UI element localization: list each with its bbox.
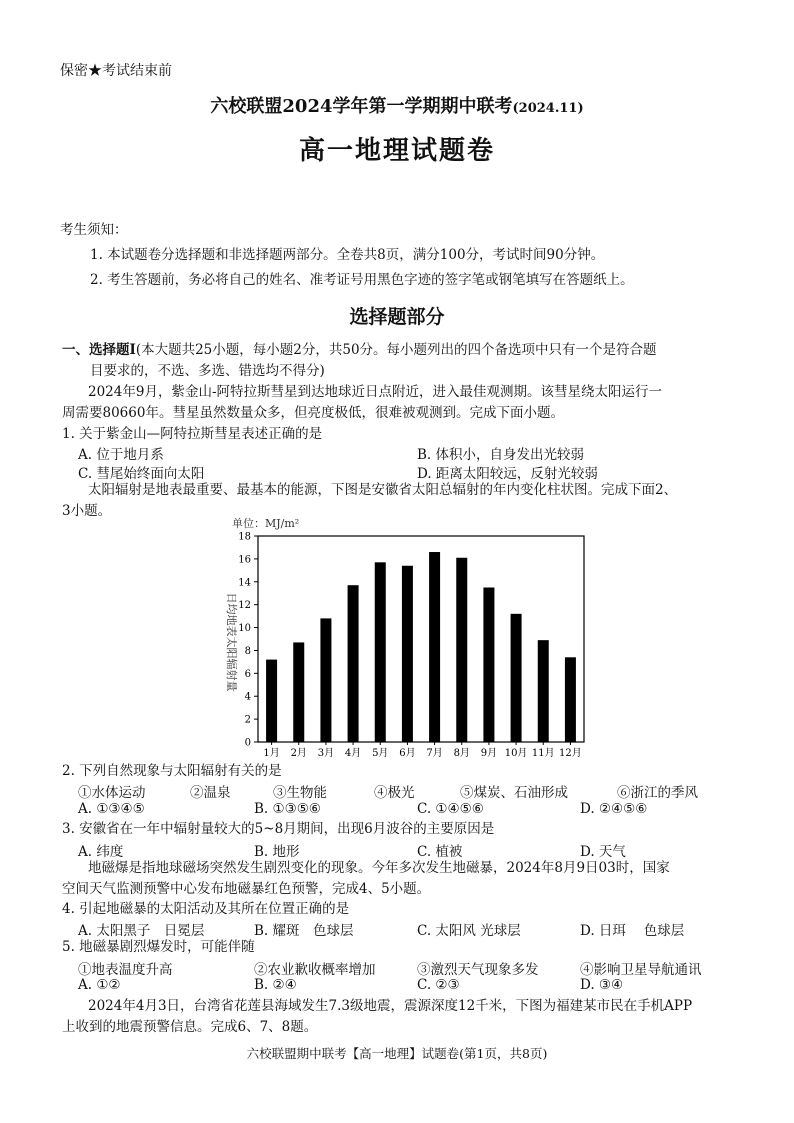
bar-1 [266, 660, 277, 742]
x-tick-label: 4月 [344, 748, 362, 759]
radiation-bar-chart [0, 512, 794, 762]
q2-option-b: B. ①③⑤⑥ [254, 801, 321, 817]
q5-option-b: B. ②④ [254, 977, 297, 993]
y-tick-label: 18 [238, 531, 251, 543]
part1-desc-2: 目要求的，不选、多选、错选均不得分) [90, 363, 325, 379]
section-title: 选择题部分 [349, 306, 445, 328]
q2-item-6: ⑥浙江的季风 [617, 785, 698, 801]
bar-11 [538, 640, 549, 742]
q2-item-4: ④极光 [374, 785, 415, 801]
x-tick-label: 3月 [317, 748, 335, 759]
passage3-line2: 空间天气监测预警中心发布地磁暴红色预警，完成4、5小题。 [62, 881, 431, 897]
q4-option-a: A. 太阳黑子 日冕层 [78, 923, 205, 939]
q3-option-b: B. 地形 [254, 844, 300, 860]
q2-stem: 2. 下列自然现象与太阳辐射有关的是 [62, 763, 282, 779]
part1-head: 一、选择题Ⅰ [62, 342, 136, 358]
bar-4 [348, 585, 359, 742]
bar-12 [565, 657, 576, 742]
chart-plot-frame [258, 536, 584, 742]
x-tick-label: 11月 [531, 748, 555, 759]
q5-stem: 5. 地磁暴剧烈爆发时，可能伴随 [62, 939, 255, 955]
exam-title-text: 六校联盟2024学年第一学期期中联考 [210, 96, 513, 117]
q2-option-d: D. ②④⑤⑥ [580, 801, 648, 817]
passage4-line1: 2024年4月3日，台湾省花莲县海域发生7.3级地震，震源深度12千米，下图为福建某市民在手机APP [88, 998, 693, 1014]
q2-item-3: ③生物能 [273, 785, 327, 801]
y-tick-label: 8 [244, 645, 251, 657]
q1-stem: 1. 关于紫金山—阿特拉斯彗星表述正确的是 [62, 426, 323, 442]
x-tick-label: 6月 [399, 748, 416, 759]
bar-2 [293, 642, 304, 742]
q4-option-b: B. 耀斑 色球层 [254, 923, 354, 939]
q2-item-1: ①水体运动 [78, 785, 146, 801]
q5-option-a: A. ①② [78, 977, 121, 993]
bar-6 [402, 566, 413, 742]
passage3-line1: 地磁爆是指地球磁场突然发生剧烈变化的现象。今年多次发生地磁暴，2024年8月9日03时，国家 [88, 860, 670, 876]
x-tick-label: 1月 [263, 748, 280, 759]
q5-item-3: ③激烈天气现象多发 [417, 962, 539, 978]
exam-date: (2024.11) [512, 101, 584, 116]
q3-stem: 3. 安徽省在一年中辐射量较大的5~8月期间，出现6月波谷的主要原因是 [62, 821, 495, 837]
y-tick-label: 10 [238, 623, 251, 635]
part1-desc: (本大题共25小题，每小题2分，共50分。每小题列出的四个备选项中只有一个是符合题 [135, 342, 657, 358]
q1-option-c: C. 彗尾始终面向太阳 [78, 466, 205, 482]
q1-option-b: B. 体积小，自身发出光较弱 [417, 447, 585, 463]
q2-option-c: C. ①④⑤⑥ [417, 801, 484, 817]
q3-option-a: A. 纬度 [78, 844, 124, 860]
q5-option-c: C. ②③ [417, 977, 460, 993]
page-footer: 六校联盟期中联考【高一地理】试题卷(第1页，共8页) [246, 1046, 548, 1061]
y-tick-label: 0 [244, 737, 251, 749]
passage4-line2: 上收到的地震预警信息。完成6、7、8题。 [62, 1019, 318, 1035]
q4-option-d: D. 日珥 色球层 [580, 923, 685, 939]
notice-heading: 考生须知： [60, 222, 128, 238]
bar-5 [375, 562, 386, 742]
exam-title [0, 92, 794, 118]
chart-unit-label: 单位：MJ/m² [232, 517, 300, 530]
bar-10 [511, 614, 522, 742]
bar-8 [456, 558, 467, 742]
q2-item-5: ⑤煤炭、石油形成 [460, 785, 568, 801]
passage2-line1: 太阳辐射是地表最重要、最基本的能源，下图是安徽省太阳总辐射的年内变化柱状图。完成下面2、 [88, 482, 678, 498]
q2-item-2: ②温泉 [190, 785, 231, 801]
q5-item-1: ①地表温度升高 [78, 962, 173, 978]
q3-option-d: D. 天气 [580, 844, 626, 860]
y-tick-label: 12 [238, 600, 251, 612]
q5-item-2: ②农业歉收概率增加 [254, 962, 376, 978]
y-tick-label: 16 [238, 554, 251, 566]
passage1-line2: 周需要80660年。彗星虽然数量众多，但亮度极低，很难被观测到。完成下面小题。 [62, 405, 564, 421]
y-tick-label: 6 [244, 668, 251, 680]
passage1-line1: 2024年9月，紫金山-阿特拉斯彗星到达地球近日点附近，进入最佳观测期。该彗星绕太阳运行一 [88, 384, 663, 400]
q1-option-d: D. 距离太阳较远，反射光较弱 [417, 466, 598, 482]
part1-header [62, 340, 657, 361]
q2-option-a: A. ①③④⑤ [78, 801, 145, 817]
x-tick-label: 2月 [290, 748, 307, 759]
q5-option-d: D. ③④ [580, 977, 624, 993]
x-tick-label: 12月 [559, 748, 582, 759]
passage2-line2: 3小题。 [62, 503, 112, 519]
notice-item-1: 1. 本试题卷分选择题和非选择题两部分。全卷共8页，满分100分，考试时间90分钟。 [90, 247, 605, 263]
bar-3 [320, 618, 331, 742]
bar-9 [483, 588, 494, 743]
chart-y-axis-label: 日均地表太阳辐射量 [225, 592, 238, 692]
confidential-label: 保密★考试结束前 [60, 63, 172, 79]
bar-7 [429, 552, 440, 742]
paper-subtitle: 高一地理试题卷 [298, 136, 495, 166]
x-tick-label: 7月 [426, 748, 443, 759]
q4-option-c: C. 太阳风 光球层 [417, 923, 521, 939]
y-tick-label: 14 [238, 577, 251, 589]
x-tick-label: 5月 [372, 748, 389, 759]
y-tick-label: 4 [244, 691, 251, 703]
y-tick-label: 2 [244, 714, 251, 726]
x-tick-label: 8月 [453, 748, 470, 759]
q3-option-c: C. 植被 [417, 844, 463, 860]
x-tick-label: 9月 [480, 748, 498, 759]
x-tick-label: 10月 [504, 748, 528, 759]
q5-item-4: ④影响卫星导航通讯 [580, 962, 702, 978]
q1-option-a: A. 位于地月系 [78, 447, 164, 463]
q4-stem: 4. 引起地磁暴的太阳活动及其所在位置正确的是 [62, 901, 350, 917]
notice-item-2: 2. 考生答题前，务必将自己的姓名、准考证号用黑色字迹的签字笔或钢笔填写在答题纸上。 [90, 272, 634, 288]
